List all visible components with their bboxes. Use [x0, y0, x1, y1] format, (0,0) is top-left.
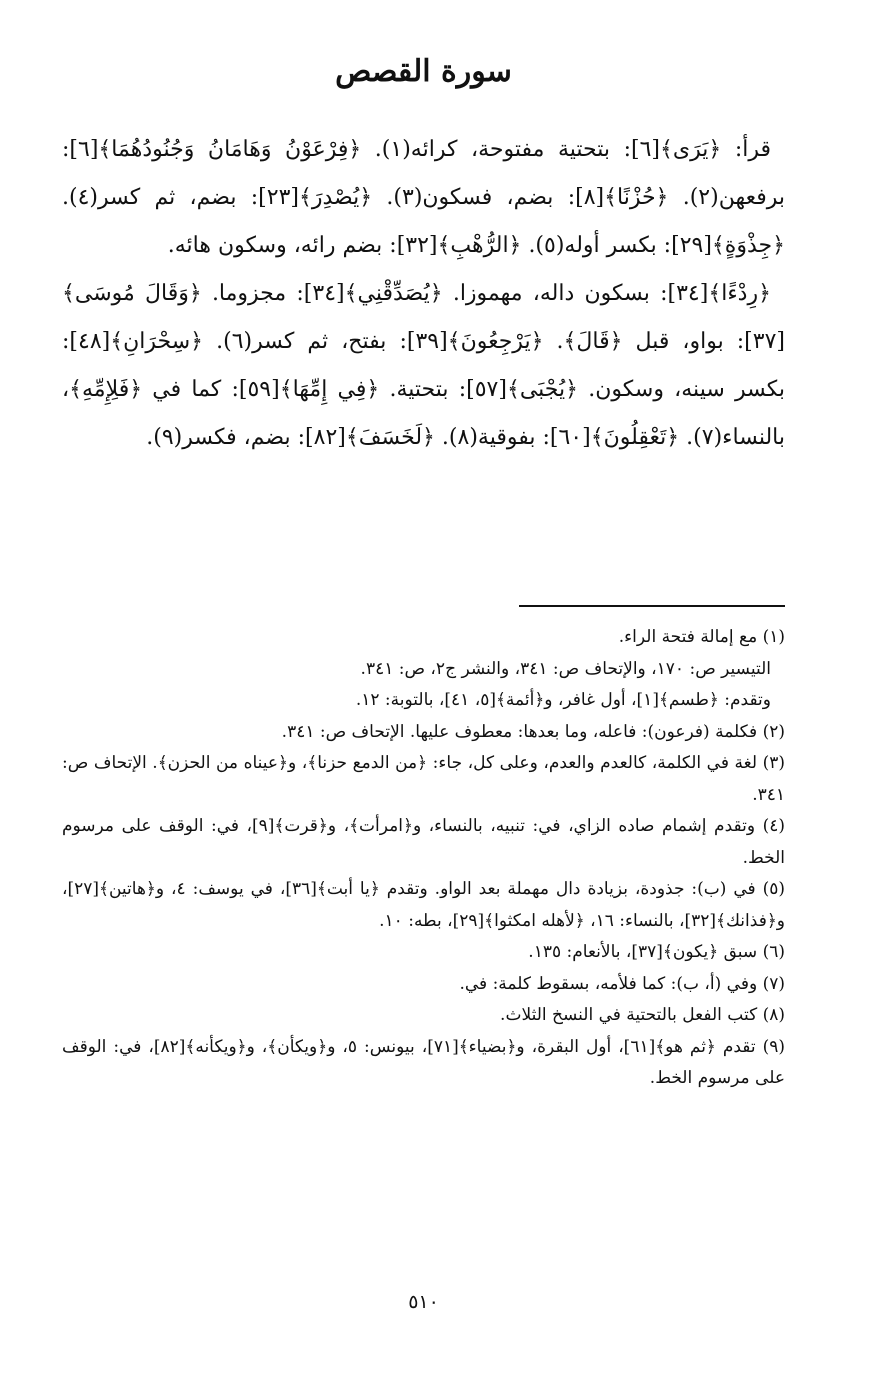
- footnote-1-line-3: وتقدم: ﴿طسم﴾[١]، أول غافر، و﴿أئمة﴾[٥، ٤١]، بالتوبة: ١٢.: [355, 690, 771, 710]
- footnote-8: (٨) كتب الفعل بالتحتية في النسخ الثلاث.: [500, 1005, 785, 1025]
- footnote-1-line-1: (١) مع إمالة فتحة الراء.: [618, 627, 785, 647]
- footnotes: [62, 622, 785, 1095]
- main-paragraph-1: قرأ: ﴿يَرَى﴾[٦]: بتحتية مفتوحة، كرائه(١). ﴿فِرْعَوْنُ وَهَامَانُ وَجُنُودُهُمَا﴾[٦]: برفعهن(٢). ﴿حُزْنًا﴾[٨]: بضم، فسكون(٣). ﴿يُصْدِرَ﴾[٢٣]: بضم، ثم كسر(٤). ﴿جِذْوَةٍ﴾[٢٩]: بكسر أوله(٥). ﴿الرُّهْبِ﴾[٣٢]: بضم رائه، وسكون هائه.: [62, 137, 785, 258]
- footnote-1-line-2: التيسير ص: ١٧٠، والإتحاف ص: ٣٤١، والنشر ج٢، ص: ٣٤١.: [360, 658, 771, 679]
- footnote-divider: [519, 605, 785, 607]
- footnote-3: (٣) لغة في الكلمة، كالعدم والعدم، وعلى كل، جاء: ﴿من الدمع حزنا﴾، و﴿عيناه من الحزن﴾. الإتحاف ص: ٣٤١.: [62, 753, 785, 805]
- page-number: ٥١٠: [408, 1291, 439, 1313]
- book-page: [62, 0, 785, 1384]
- footnote-4: (٤) وتقدم إشمام صاده الزاي، في: تنبيه، بالنساء، و﴿امرأت﴾، و﴿قرت﴾[٩]، في: الوقف على مرسوم الخط.: [62, 816, 785, 868]
- footnote-9: (٩) تقدم ﴿ثم هو﴾[٦١]، أول البقرة، و﴿بضياء﴾[٧١]، بيونس: ٥، و﴿ويكأن﴾، و﴿ويكأنه﴾[٨٢]، في: الوقف على مرسوم الخط.: [62, 1036, 786, 1088]
- footnote-5: (٥) في (ب): جذودة، بزيادة دال مهملة بعد الواو. وتقدم ﴿يا أبت﴾[٣٦]، في يوسف: ٤، و﴿هاتين﴾[٢٧]، و﴿فذانك﴾[٣٢]، بالنساء: ١٦، ﴿لأهله امكثوا﴾[٢٩]، بطه: ١٠.: [62, 879, 785, 931]
- footnote-2: (٢) فكلمة (فرعون): فاعله، وما بعدها: معطوف عليها. الإتحاف ص: ٣٤١.: [281, 721, 785, 742]
- main-paragraph-2: ﴿رِدْءًا﴾[٣٤]: بسكون داله، مهموزا. ﴿يُصَدِّقْنِي﴾[٣٤]: مجزوما. ﴿وَقَالَ مُوسَى﴾[٣٧]: بواو، قبل ﴿قَالَ﴾. ﴿يَرْجِعُونَ﴾[٣٩]: بفتح، ثم كسر(٦). ﴿سِحْرَانِ﴾[٤٨]: بكسر سينه، وسكون. ﴿يُجْبَى﴾[٥٧]: بتحتية. ﴿فِي إِمِّهَا﴾[٥٩]: كما في ﴿فَلِإِمِّهِ﴾، بالنساء(٧). ﴿تَعْقِلُونَ﴾[٦٠]: بفوقية(٨). ﴿لَخَسَفَ﴾[٨٢]: بضم، فكسر(٩).: [62, 281, 786, 450]
- main-text: [62, 126, 785, 462]
- footnote-6: (٦) سبق ﴿يكون﴾[٣٧]، بالأنعام: ١٣٥.: [528, 942, 785, 962]
- surah-title: سورة القصص: [335, 54, 512, 89]
- footnote-7: (٧) وفي (أ، ب): كما فلأمه، بسقوط كلمة: في.: [459, 973, 785, 994]
